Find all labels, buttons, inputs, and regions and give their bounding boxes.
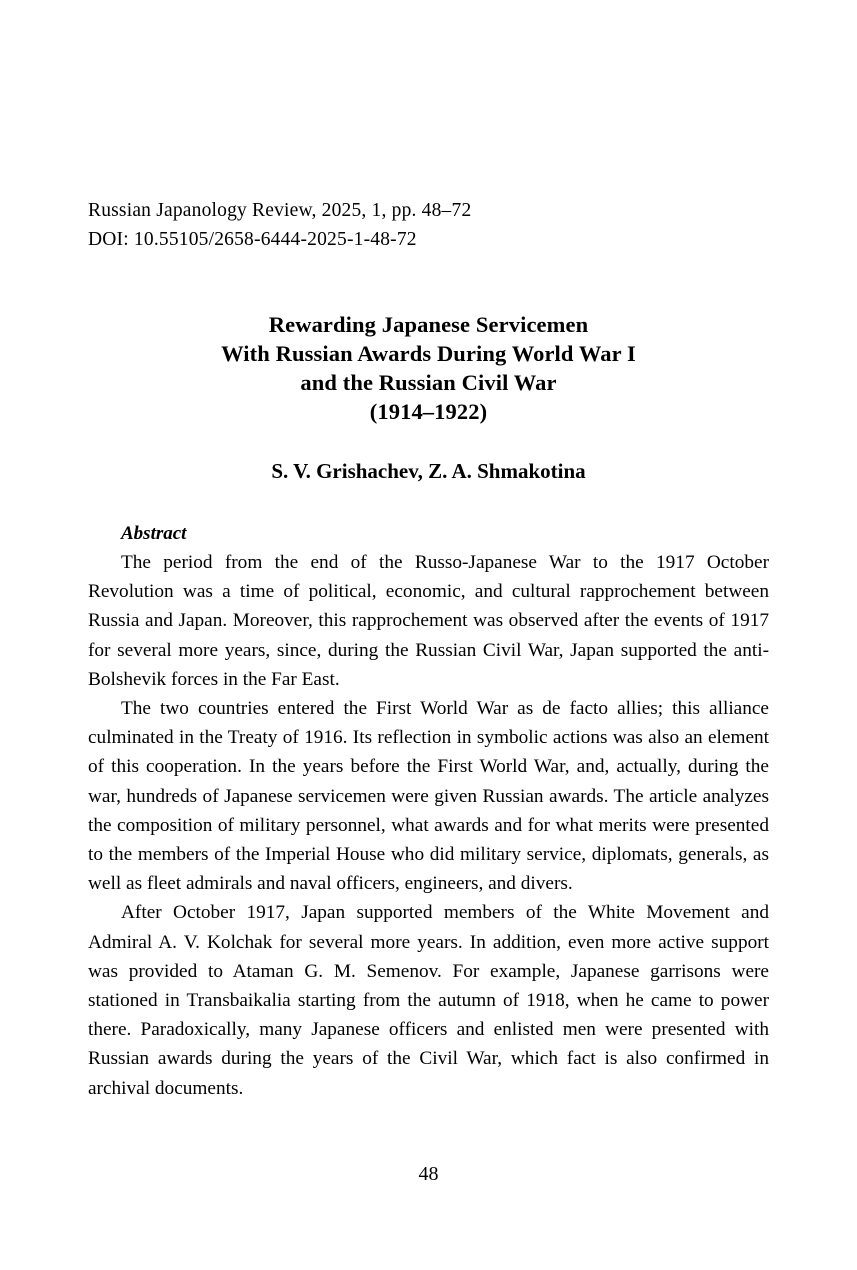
title-line-1: Rewarding Japanese Servicemen bbox=[268, 312, 589, 337]
journal-citation: Russian Japanology Review, 2025, 1, pp. 48–72 bbox=[88, 200, 472, 221]
article-title bbox=[88, 310, 769, 426]
journal-doi: DOI: 10.55105/2658-6444-2025-1-48-72 bbox=[88, 229, 417, 250]
journal-header bbox=[88, 196, 768, 254]
abstract-paragraph-3: After October 1917, Japan supported members of the White Movement and Admiral A. V. Kolchak for several more years. In addition, even more active support was provided to Ataman G. M. Semenov. For example, Japanese garrisons were stationed in Transbaikalia starting from the autumn of 1918, when he came to power there. Paradoxically, many Japanese officers and enlisted men were presented with Russian awards during the years of the Civil War, which fact is also confirmed in archival documents. bbox=[88, 902, 769, 1099]
abstract-section bbox=[88, 519, 769, 1103]
author-list: S. V. Grishachev, Z. A. Shmakotina bbox=[271, 459, 586, 483]
title-line-4: (1914–1922) bbox=[369, 399, 488, 424]
abstract-paragraph-2: The two countries entered the First World War as de facto allies; this alliance culminated in the Treaty of 1916. Its reflection in symbolic actions was also an element of this cooperation. In the years before the First World War, and, actually, during the war, hundreds of Japanese servicemen were given Russian awards. The article analyzes the composition of military personnel, what awards and for what merits were presented to the members of the Imperial House who did military service, diplomats, generals, as well as fleet admirals and naval officers, engineers, and divers. bbox=[88, 698, 769, 895]
abstract-paragraph-1: The period from the end of the Russo-Japanese War to the 1917 October Revolution was a time of political, economic, and cultural rapprochement between Russia and Japan. Moreover, this rapprochement was observed after the events of 1917 for several more years, since, during the Russian Civil War, Japan supported the anti-Bolshevik forces in the Far East. bbox=[88, 552, 769, 690]
title-line-2: With Russian Awards During World War I bbox=[221, 341, 636, 366]
abstract-heading: Abstract bbox=[121, 523, 187, 544]
title-line-3: and the Russian Civil War bbox=[300, 370, 557, 395]
page-number: 48 bbox=[418, 1163, 439, 1185]
